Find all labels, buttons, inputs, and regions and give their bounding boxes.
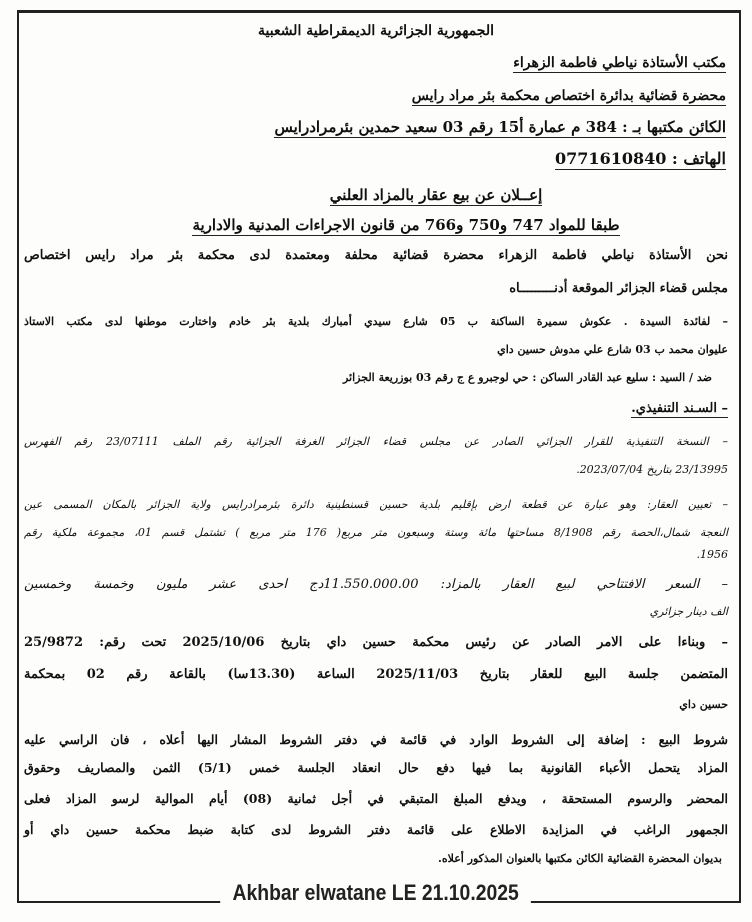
conditions-line-3: المحضر والرسوم المستحقة ، ويدفع المبلغ المتبقي في أجل ثمانية (08) أيام الموالية لرسو المزاد فعلى [24, 791, 728, 806]
conditions-line-5: بديوان المحضرة القضائية الكائن مكتبها بالعنوان المذكور أعلاه. [438, 852, 722, 865]
order-line-3: حسين داي [679, 698, 728, 711]
conditions-line-1: شروط البيع : إضافة إلى الشروط الوارد في قائمة في دفتر الشروط المشار اليها أعلاه ، فان الراسي عليه [24, 732, 728, 747]
conditions-line-2: المزاد يتحمل الأعباء القانونية بما فيها دفع حال انعقاد الجلسة خمس (5/1) الثمن والمصاريف وحقوق [24, 760, 729, 775]
announcement-title: إعــلان عن بيع عقار بالمزاد العلني [329, 186, 543, 204]
beneficiary-line-1: – لفائدة السيدة . عكوش سميرة الساكنة ب 05 شارع سيدي أمبارك بلدية بئر خادم واختارت موطنها لدى مكتب الاستاذ [24, 315, 728, 328]
opening-price-line-2: الف دينار جزائري [649, 605, 728, 618]
court-jurisdiction: محضرة قضائية بدائرة اختصاص محكمة بئر مراد رايس [411, 88, 726, 104]
order-line-1: – وبناءا على الامر الصادر عن رئيس محكمة حسين داي بتاريخ 2025/10/06 تحت رقم: 25/9872 [24, 635, 728, 650]
office-name: مكتب الأستاذة نياطي فاطمة الزهراء [513, 55, 726, 71]
office-address: الكائن مكتبها بـ : 384 م عمارة أ15 رقم 03 سعيد حمدين بئرمرادرايس [274, 118, 726, 136]
office-phone: الهاتف : 0771610840 [555, 149, 726, 168]
executive-title: – السـند التنفيذي. [631, 401, 728, 416]
executive-line-2: 23/13995 بتاريخ 2023/07/04. [576, 463, 728, 476]
intro-line-1: نحن الأستاذة نياطي فاطمة الزهراء محضرة قضائية محلفة ومعتمدة لدى محكمة بئر مراد رايس اختصاص [24, 248, 728, 263]
republic-heading: الجمهورية الجزائرية الديمقراطية الشعبية [257, 23, 494, 39]
property-line-2: النعجة شمال،الحصة رقم 8/1908 مساحتها مائة وستة وسبعون متر مربع( 176 متر مربع ) تشتمل قسم 01، مجموعة ملكية رقم [24, 526, 728, 539]
property-line-3: 1956. [696, 548, 728, 561]
beneficiary-line-2: عليوان محمد ب 03 شارع علي مدوش حسين داي [497, 343, 728, 356]
property-line-1: – تعيين العقار: وهو عبارة عن قطعة ارض بإقليم بلدية حسين قسنطينية دائرة بئرمرادرايس ولاية الجزائر بالمكان المسمى عين [24, 498, 728, 511]
newspaper-footer: Akhbar elwatane LE 21.10.2025 [221, 880, 532, 906]
against-party: ضد / السيد : سليع عبد القادر الساكن : حي لوجبرو ع ج رقم 03 بوزريعة الجزائر [342, 371, 712, 384]
opening-price-line-1: – السعر الافتتاحي لبيع العقار بالمزاد: 11.550.000.00دج احدى عشر مليون وخمسة وخمسين [24, 577, 728, 592]
intro-line-2: مجلس قضاء الجزائر الموقعة أدنـــــــــاه [509, 281, 728, 296]
executive-line-1: – النسخة التنفيذية للقرار الجزائي الصادر عن مجلس قضاء الجزائر الغرفة الجزائية رقم الملف 23/07111 رقم الفهرس [24, 435, 728, 448]
articles-title: طبقا للمواد 747 و750 و766 من قانون الاجراءات المدنية والادارية [192, 216, 620, 234]
order-line-2: المتضمن جلسة البيع للعقار بتاريخ 2025/11/03 الساعة (13.30سا) بالقاعة رقم 02 بمحكمة [24, 667, 729, 682]
conditions-line-4: الجمهور الراغب في المزايدة الاطلاع على قائمة دفتر الشروط لدى كتابة ضبط محكمة حسين داي أو [24, 822, 728, 837]
